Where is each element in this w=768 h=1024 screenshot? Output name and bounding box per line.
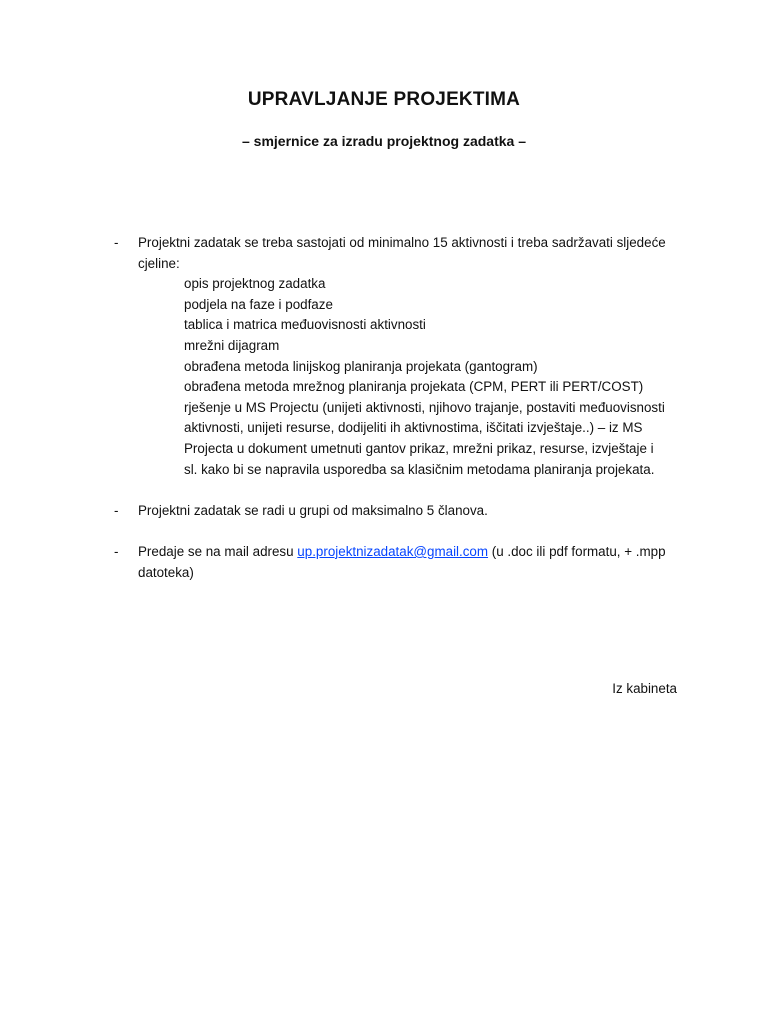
section-item: podjela na faze i podfaze bbox=[184, 296, 333, 312]
bullet-dash: - bbox=[114, 502, 119, 518]
list-item-submission bbox=[0, 542, 768, 583]
submission-text-after: (u .doc ili pdf formatu, + .mpp datoteka) bbox=[138, 543, 666, 580]
signature: Iz kabineta bbox=[612, 681, 677, 696]
list-item-requirements bbox=[0, 233, 768, 480]
section-item: mrežni dijagram bbox=[184, 337, 280, 353]
document-subtitle: – smjernice za izradu projektnog zadatka – bbox=[242, 133, 526, 149]
section-item: opis projektnog zadatka bbox=[184, 276, 326, 292]
spacer bbox=[0, 521, 768, 542]
spacer bbox=[0, 480, 768, 501]
guidelines-list bbox=[0, 233, 768, 583]
document-title: UPRAVLJANJE PROJEKTIMA bbox=[247, 89, 521, 110]
section-item: obrađena metoda mrežnog planiranja projekata (CPM, PERT ili PERT/COST) bbox=[184, 379, 644, 395]
email-link[interactable]: up.projektnizadatak@gmail.com bbox=[297, 543, 489, 559]
required-sections-list bbox=[184, 274, 668, 480]
section-item: rješenje u MS Projectu (unijeti aktivnosti, njihovo trajanje, postaviti međuovisnosti aktivnosti, unijeti resurse, dodijeliti ih aktivnostima, iščitati izvještaje..) – iz MS Projecta u dokument umetnuti gantov prikaz, mrežni prikaz, resurse, izvještaje i sl. kako bi se napravila usporedba sa klasičnim metodama planiranja projekata. bbox=[184, 399, 665, 477]
requirements-text: Projektni zadatak se treba sastojati od minimalno 15 aktivnosti i treba sadržavati sljedeće cjeline: bbox=[138, 235, 666, 271]
submission-text bbox=[138, 542, 668, 583]
section-item: obrađena metoda linijskog planiranja projekata (gantogram) bbox=[184, 358, 538, 374]
group-size-text: Projektni zadatak se radi u grupi od maksimalno 5 članova. bbox=[138, 502, 488, 518]
section-item: tablica i matrica međuovisnosti aktivnosti bbox=[184, 317, 426, 333]
submission-text-before: Predaje se na mail adresu bbox=[138, 543, 298, 559]
list-item-group-size bbox=[0, 501, 768, 522]
bullet-dash: - bbox=[114, 543, 119, 559]
bullet-dash: - bbox=[114, 235, 119, 250]
